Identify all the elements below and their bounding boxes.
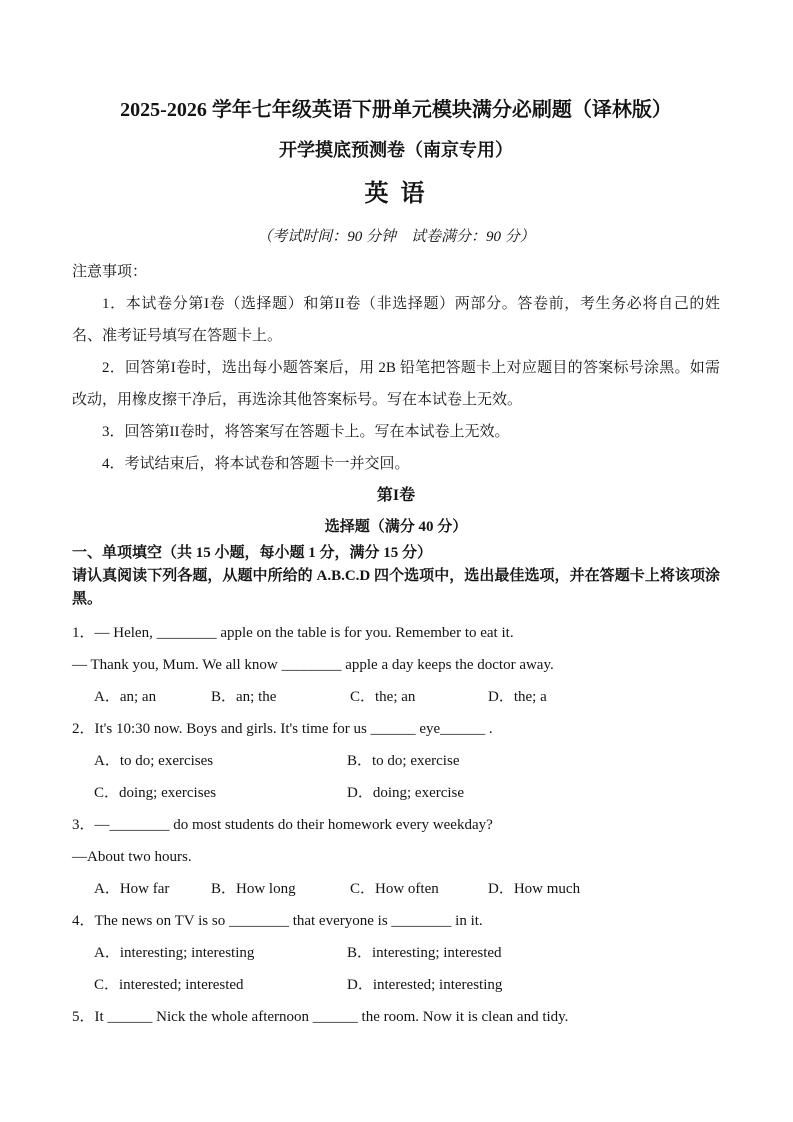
- question-stem: 5．It ______ Nick the whole afternoon ______ the room. Now it is clean and tidy.: [72, 1009, 569, 1025]
- volume-title: 第I卷: [376, 487, 416, 504]
- option-b: B．an; the: [211, 689, 277, 705]
- options-row: [94, 681, 720, 713]
- options-row: [94, 969, 720, 1001]
- option-a: A．to do; exercises: [94, 753, 214, 769]
- question-stem: 1．— Helen, ________ apple on the table is for you. Remember to eat it.: [72, 625, 514, 641]
- options-row: [94, 873, 720, 905]
- option-b: B．interesting; interested: [347, 945, 502, 961]
- question-3: [72, 809, 720, 905]
- question-stem: 4．The news on TV is so ________ that everyone is ________ in it.: [72, 913, 483, 929]
- section-instructions: 请认真阅读下列各题，从题中所给的 A.B.C.D 四个选项中，选出最佳选项，并在答题卡上将该项涂黑。: [72, 568, 720, 607]
- question-stem: — Thank you, Mum. We all know ________ apple a day keeps the doctor away.: [72, 657, 554, 673]
- notice-heading: 注意事项：: [72, 264, 148, 280]
- option-a: A．interesting; interesting: [94, 945, 255, 961]
- question-stem: —About two hours.: [72, 849, 192, 865]
- section-title: 一、单项填空（共 15 小题，每小题 1 分，满分 15 分）: [72, 545, 433, 561]
- option-d: D．the; a: [488, 689, 547, 705]
- notice-item-2: 2．回答第I卷时，选出每小题答案后，用 2B 铅笔把答题卡上对应题目的答案标号涂黑。如需改动，用橡皮擦干净后，再选涂其他答案标号。写在本试卷上无效。: [72, 360, 720, 408]
- option-c: C．How often: [350, 881, 439, 897]
- option-d: D．doing; exercise: [347, 785, 465, 801]
- option-d: D．How much: [488, 881, 581, 897]
- option-b: B．How long: [211, 881, 296, 897]
- option-c: C．interested; interested: [94, 977, 244, 993]
- question-stem: 2．It's 10:30 now. Boys and girls. It's time for us ______ eye______ .: [72, 721, 493, 737]
- option-a: A．How far: [94, 881, 170, 897]
- title-block: [72, 90, 720, 256]
- option-b: B．to do; exercise: [347, 753, 460, 769]
- notice-item-4: 4．考试结束后，将本试卷和答题卡一并交回。: [102, 456, 410, 472]
- section-heading: [72, 542, 720, 611]
- question-5: [72, 1001, 720, 1033]
- question-2: [72, 713, 720, 809]
- notice-section: [72, 256, 720, 480]
- subject-title: 英 语: [364, 181, 428, 207]
- notice-item-1: 1．本试卷分第I卷（选择题）和第II卷（非选择题）两部分。答卷前，考生务必将自己的姓名、准考证号填写在答题卡上。: [72, 296, 720, 344]
- options-row: [94, 937, 720, 969]
- questions-list: [72, 617, 720, 1033]
- question-4: [72, 905, 720, 1001]
- option-c: C．the; an: [350, 689, 416, 705]
- options-row: [94, 745, 720, 777]
- paper-title: 2025-2026 学年七年级英语下册单元模块满分必刷题（译林版）: [120, 99, 672, 121]
- option-d: D．interested; interesting: [347, 977, 503, 993]
- notice-item-3: 3．回答第II卷时，将答案写在答题卡上。写在本试卷上无效。: [102, 424, 510, 440]
- part-title: 选择题（满分 40 分）: [324, 519, 468, 535]
- question-1: [72, 617, 720, 713]
- option-a: A．an; an: [94, 689, 157, 705]
- paper-subtitle: 开学摸底预测卷（南京专用）: [279, 140, 513, 160]
- exam-info: （考试时间：90 分钟 试卷满分：90 分）: [257, 229, 535, 245]
- question-stem: 3．—________ do most students do their homework every weekday?: [72, 817, 493, 833]
- options-row: [94, 777, 720, 809]
- option-c: C．doing; exercises: [94, 785, 217, 801]
